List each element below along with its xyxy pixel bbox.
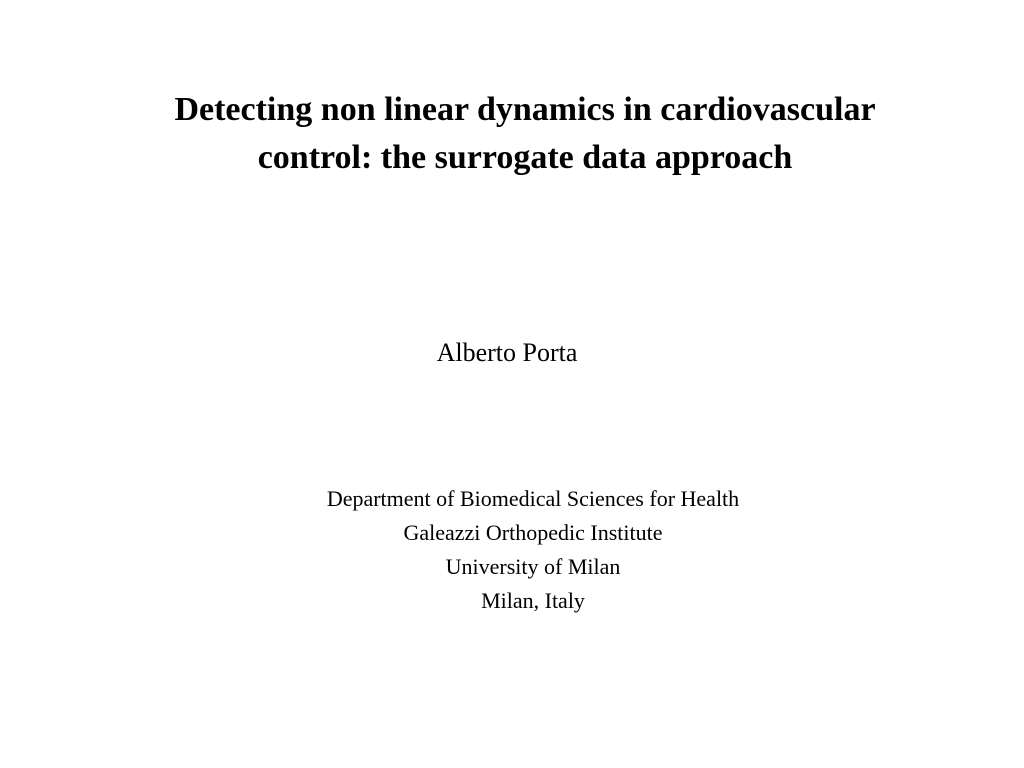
title-line-2: control: the surrogate data approach [257,139,793,176]
affiliation-location: Milan, Italy [481,588,585,613]
affiliation-institute: Galeazzi Orthopedic Institute [403,520,663,545]
affiliation-department: Department of Biomedical Sciences for Health [326,486,740,511]
affiliation-university: University of Milan [445,554,621,579]
slide-title [60,86,990,182]
title-line-1: Detecting non linear dynamics in cardiovascular [174,91,876,128]
affiliation-block [240,482,826,618]
author-name: Alberto Porta [436,338,578,367]
